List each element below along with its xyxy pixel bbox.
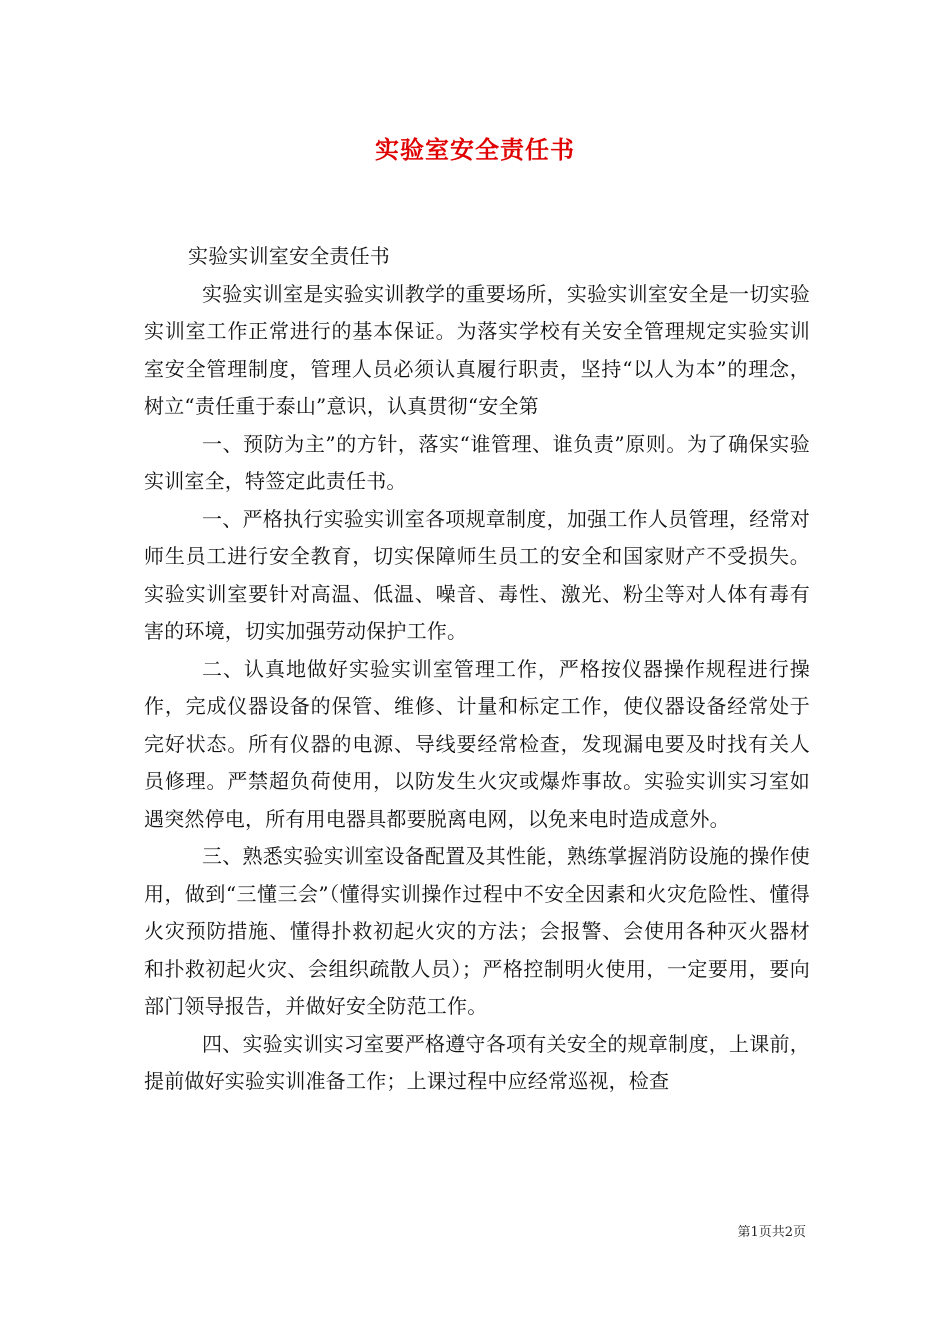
document-body [144, 238, 810, 1101]
document-title: 实验室安全责任书 [375, 135, 575, 164]
page-number-footer [0, 1221, 806, 1240]
paragraph-item-1: 一、严格执行实验实训室各项规章制度，加强工作人员管理，经常对师生员工进行安全教育，切实保障师生员工的安全和国家财产不受损失。实验实训室要针对高温、低温、噪音、毒性、激光、粉尘等对人体有毒有害的环境，切实加强劳动保护工作。 [144, 506, 810, 643]
paragraph-intro: 实验实训室是实验实训教学的重要场所，实验实训室安全是一切实验实训室工作正常进行的基本保证。为落实学校有关安全管理规定实验实训室安全管理制度，管理人员必须认真履行职责，坚持“以人为本”的理念，树立“责任重于泰山”意识，认真贯彻“安全第 [144, 281, 810, 418]
document-subtitle: 实验实训室安全责任书 [188, 244, 390, 268]
paragraph-item-4: 四、实验实训实习室要严格遵守各项有关安全的规章制度，上课前，提前做好实验实训准备工作；上课过程中应经常巡视，检查 [144, 1031, 810, 1093]
paragraph-item-2: 二、认真地做好实验实训室管理工作，严格按仪器操作规程进行操作，完成仪器设备的保管、维修、计量和标定工作，使仪器设备经常处于完好状态。所有仪器的电源、导线要经常检查，发现漏电要及时找有关人员修理。严禁超负荷使用，以防发生火灾或爆炸事故。实验实训实习室如遇突然停电，所有用电器具都要脱离电网，以免来电时造成意外。 [144, 656, 810, 831]
paragraph-principle: 一、预防为主”的方针，落实“谁管理、谁负责”原则。为了确保实验实训室全，特签定此责任书。 [144, 431, 810, 493]
page-number-label: 第1页共2页 [737, 1225, 806, 1240]
paragraph-item-3: 三、熟悉实验实训室设备配置及其性能，熟练掌握消防设施的操作使用，做到“三懂三会”（懂得实训操作过程中不安全因素和火灾危险性、懂得火灾预防措施、懂得扑救初起火灾的方法；会报警、会使用各种灭火器材和扑救初起火灾、会组织疏散人员）；严格控制明火使用，一定要用，要向部门领导报告，并做好安全防范工作。 [144, 844, 810, 1018]
